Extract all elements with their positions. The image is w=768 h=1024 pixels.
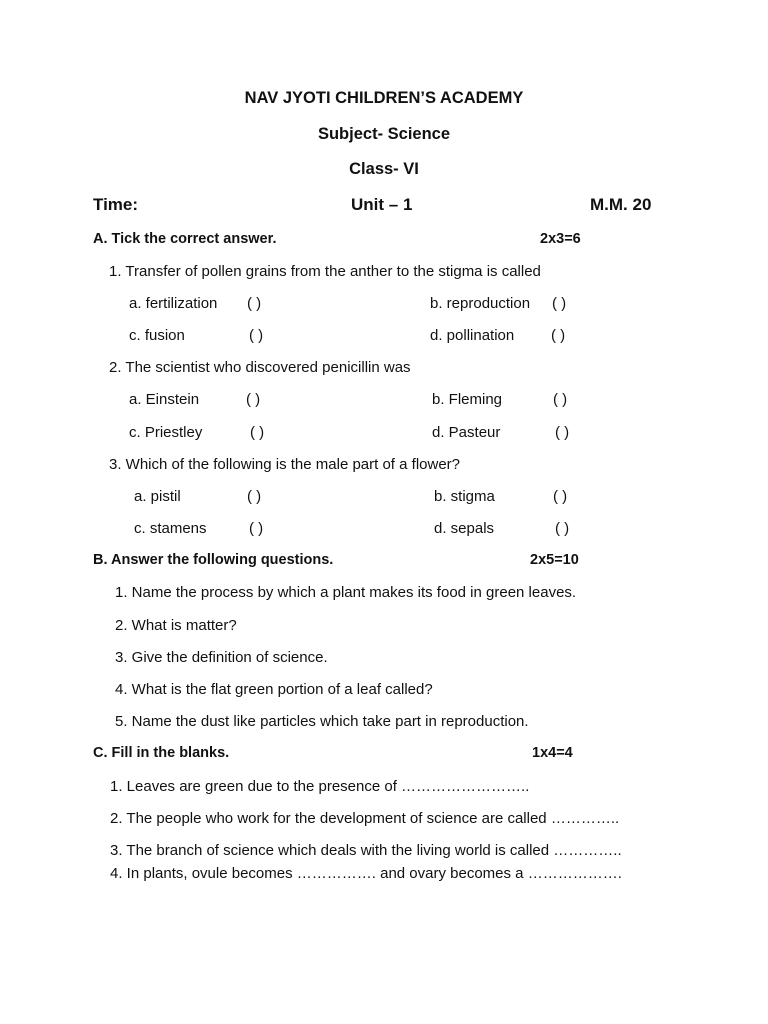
answer-bracket[interactable]: ( )	[553, 391, 568, 408]
question-c2: 2. The people who work for the development of science are called …………..	[110, 810, 620, 827]
question-a3: 3. Which of the following is the male part of a flower?	[109, 456, 461, 473]
question-b2: 2. What is matter?	[115, 617, 237, 634]
section-a-marks: 2x3=6	[540, 231, 581, 247]
time-label: Time:	[93, 195, 139, 214]
question-c4: 4. In plants, ovule becomes ……………. and ovary becomes a ……………….	[110, 865, 622, 882]
section-b-marks: 2x5=10	[530, 552, 579, 568]
answer-bracket[interactable]: ( )	[552, 295, 567, 312]
question-c1: 1. Leaves are green due to the presence of ……………………..	[110, 778, 530, 795]
subject-title: Subject- Science	[317, 125, 451, 143]
class-title: Class- VI	[349, 160, 419, 178]
answer-bracket[interactable]: ( )	[249, 327, 264, 344]
option-a3-d: d. sepals	[434, 520, 495, 537]
section-a-title: A. Tick the correct answer.	[93, 231, 277, 247]
question-a1: 1. Transfer of pollen grains from the anther to the stigma is called	[109, 263, 541, 280]
question-c3: 3. The branch of science which deals with the living world is called …………..	[110, 842, 622, 859]
answer-bracket[interactable]: ( )	[250, 424, 265, 441]
school-name: NAV JYOTI CHILDREN’S ACADEMY	[244, 89, 524, 107]
question-b3: 3. Give the definition of science.	[115, 649, 328, 666]
question-a2: 2. The scientist who discovered penicillin was	[109, 359, 411, 376]
question-b4: 4. What is the flat green portion of a leaf called?	[115, 681, 433, 698]
option-a1-a: a. fertilization	[129, 295, 218, 312]
option-a1-c: c. fusion	[129, 327, 185, 344]
option-a2-d: d. Pasteur	[432, 424, 501, 441]
unit-label: Unit – 1	[351, 195, 413, 214]
answer-bracket[interactable]: ( )	[555, 520, 570, 537]
section-c-title: C. Fill in the blanks.	[93, 745, 230, 761]
option-a1-d: d. pollination	[430, 327, 515, 344]
answer-bracket[interactable]: ( )	[247, 488, 262, 505]
answer-bracket[interactable]: ( )	[249, 520, 264, 537]
option-a2-a: a. Einstein	[129, 391, 200, 408]
answer-bracket[interactable]: ( )	[247, 295, 262, 312]
option-a3-a: a. pistil	[134, 488, 181, 505]
answer-bracket[interactable]: ( )	[555, 424, 570, 441]
option-a3-c: c. stamens	[134, 520, 207, 537]
section-c-marks: 1x4=4	[532, 745, 573, 761]
section-b-title: B. Answer the following questions.	[93, 552, 334, 568]
max-marks: M.M. 20	[590, 195, 652, 214]
option-a2-c: c. Priestley	[129, 424, 203, 441]
option-a1-b: b. reproduction	[430, 295, 531, 312]
option-a2-b: b. Fleming	[432, 391, 503, 408]
answer-bracket[interactable]: ( )	[246, 391, 261, 408]
question-b5: 5. Name the dust like particles which take part in reproduction.	[115, 713, 529, 730]
option-a3-b: b. stigma	[434, 488, 495, 505]
question-b1: 1. Name the process by which a plant makes its food in green leaves.	[115, 584, 577, 601]
answer-bracket[interactable]: ( )	[553, 488, 568, 505]
answer-bracket[interactable]: ( )	[551, 327, 566, 344]
